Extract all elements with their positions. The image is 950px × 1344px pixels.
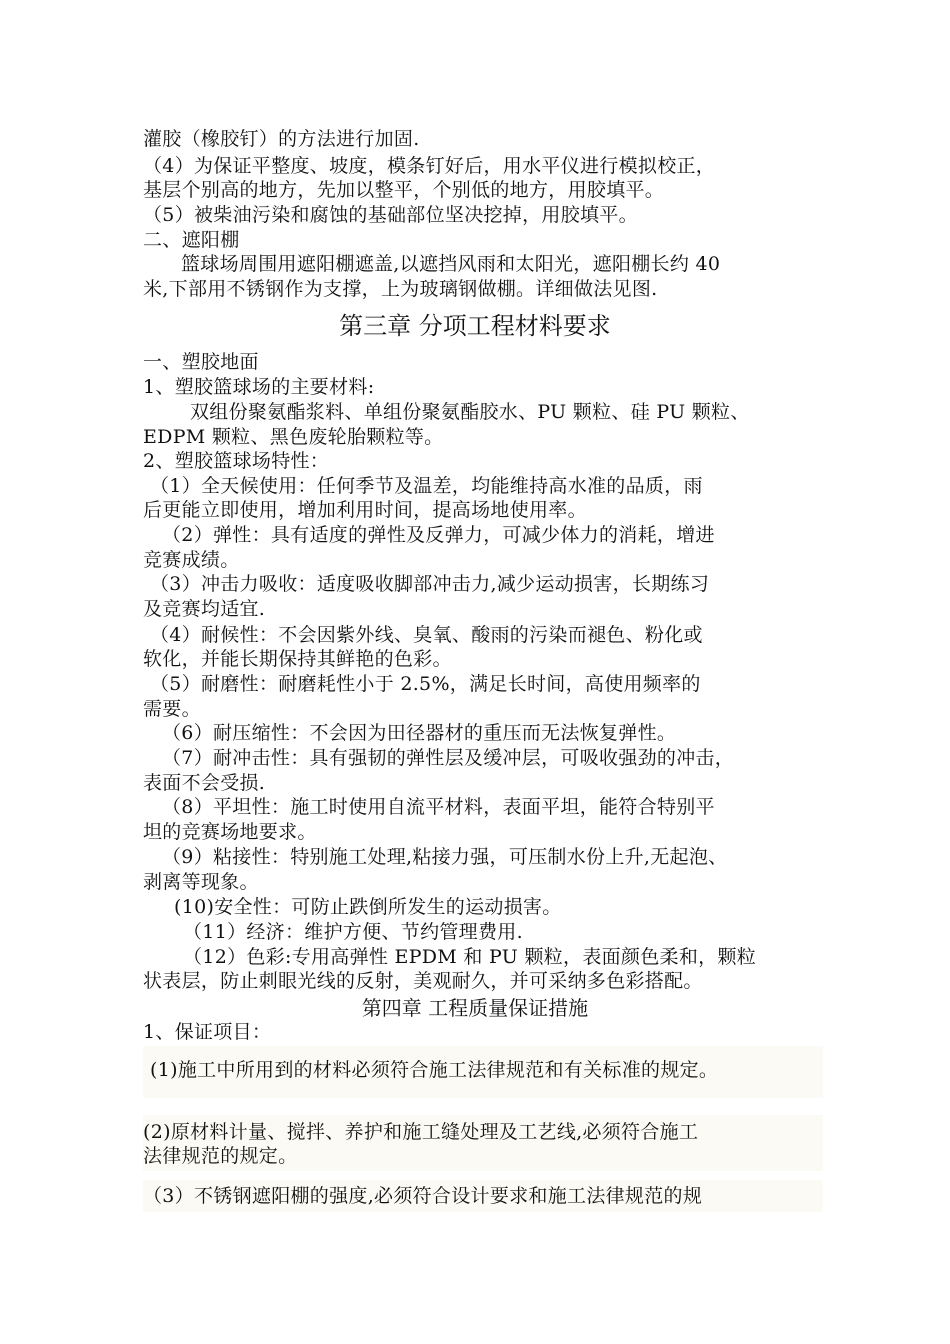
paragraph-line: （9）粘接性：特别施工处理,粘接力强，可压制水份上升,无起泡、 xyxy=(162,846,728,868)
paragraph-line: 后更能立即使用，增加利用时间，提高场地使用率。 xyxy=(143,499,587,521)
paragraph-line: 2、塑胶篮球场特性： xyxy=(143,450,330,472)
paragraph-line: （3）冲击力吸收：适度吸收脚部冲击力,减少运动损害，长期练习 xyxy=(150,573,710,595)
paragraph-line: 及竞赛均适宜. xyxy=(143,598,266,620)
paragraph-line: （3）不锈钢遮阳棚的强度,必须符合设计要求和施工法律规范的规 xyxy=(143,1185,703,1207)
paragraph-line: （11）经济：维护方便、节约管理费用. xyxy=(183,921,523,943)
paragraph-line: 米,下部用不锈钢作为支撑，上为玻璃钢做棚。详细做法见图. xyxy=(143,278,658,300)
paragraph-line: 状表层，防止刺眼光线的反射，美观耐久，并可采纳多色彩搭配。 xyxy=(143,970,703,992)
chapter-title: 第三章 分项工程材料要求 xyxy=(339,312,611,340)
paragraph-line: （4）为保证平整度、坡度，模条钉好后，用水平仪进行模拟校正， xyxy=(143,155,716,177)
paragraph-line: 软化，并能长期保持其鲜艳的色彩。 xyxy=(143,648,452,670)
paragraph-line: 剥离等现象。 xyxy=(143,871,259,893)
paragraph-line: 坦的竞赛场地要求。 xyxy=(143,821,317,843)
paragraph-line: （5）耐磨性：耐磨耗性小于 2.5%，满足长时间，高使用频率的 xyxy=(150,673,701,695)
paragraph-line: 基层个别高的地方，先加以整平，个别低的地方，用胶填平。 xyxy=(143,179,665,201)
paragraph-line: （6）耐压缩性：不会因为田径器材的重压而无法恢复弹性。 xyxy=(162,722,677,744)
paragraph-line: (1)施工中所用到的材料必须符合施工法律规范和有关标准的规定。 xyxy=(150,1059,719,1081)
paragraph-line: 灌胶（橡胶钉）的方法进行加固. xyxy=(143,128,420,150)
section-heading: 一、塑胶地面 xyxy=(143,351,259,373)
paragraph-line: (10)安全性：可防止跌倒所发生的运动损害。 xyxy=(174,896,562,918)
paragraph-line: 需要。 xyxy=(143,698,201,720)
chapter-title: 第四章 工程质量保证措施 xyxy=(361,996,589,1020)
paragraph-line: 法律规范的规定。 xyxy=(143,1145,298,1167)
section-heading: 1、保证项目： xyxy=(143,1021,272,1043)
paragraph-line: （12）色彩:专用高弹性 EPDM 和 PU 颗粒，表面颜色柔和，颗粒 xyxy=(183,946,757,968)
paragraph-line: 双组份聚氨酯浆料、单组份聚氨酯胶水、PU 颗粒、硅 PU 颗粒、 xyxy=(190,401,750,423)
paragraph-line: （1）全天候使用：任何季节及温差，均能维持高水准的品质，雨 xyxy=(150,475,703,497)
section-heading: 二、遮阳棚 xyxy=(143,229,240,251)
paragraph-line: （5）被柴油污染和腐蚀的基础部位坚决挖掉，用胶填平。 xyxy=(143,204,638,226)
paragraph-line: （7）耐冲击性：具有强韧的弹性层及缓冲层，可吸收强劲的冲击， xyxy=(162,747,735,769)
paragraph-line: 表面不会受损. xyxy=(143,772,266,794)
paragraph-line: 竞赛成绩。 xyxy=(143,549,240,571)
paragraph-line: 1、塑胶篮球场的主要材料: xyxy=(143,376,375,398)
paragraph-line: (2)原材料计量、搅拌、养护和施工缝处理及工艺线,必须符合施工 xyxy=(143,1121,699,1143)
paragraph-line: 篮球场周围用遮阳棚遮盖,以遮挡风雨和太阳光，遮阳棚长约 40 xyxy=(181,253,721,275)
paragraph-line: （2）弹性：具有适度的弹性及反弹力，可减少体力的消耗，增进 xyxy=(162,524,715,546)
paragraph-line: （8）平坦性：施工时使用自流平材料，表面平坦，能符合特别平 xyxy=(162,796,715,818)
paragraph-line: （4）耐候性：不会因紫外线、臭氧、酸雨的污染而褪色、粉化或 xyxy=(150,624,703,646)
paragraph-line: EDPM 颗粒、黑色废轮胎颗粒等。 xyxy=(143,426,444,448)
